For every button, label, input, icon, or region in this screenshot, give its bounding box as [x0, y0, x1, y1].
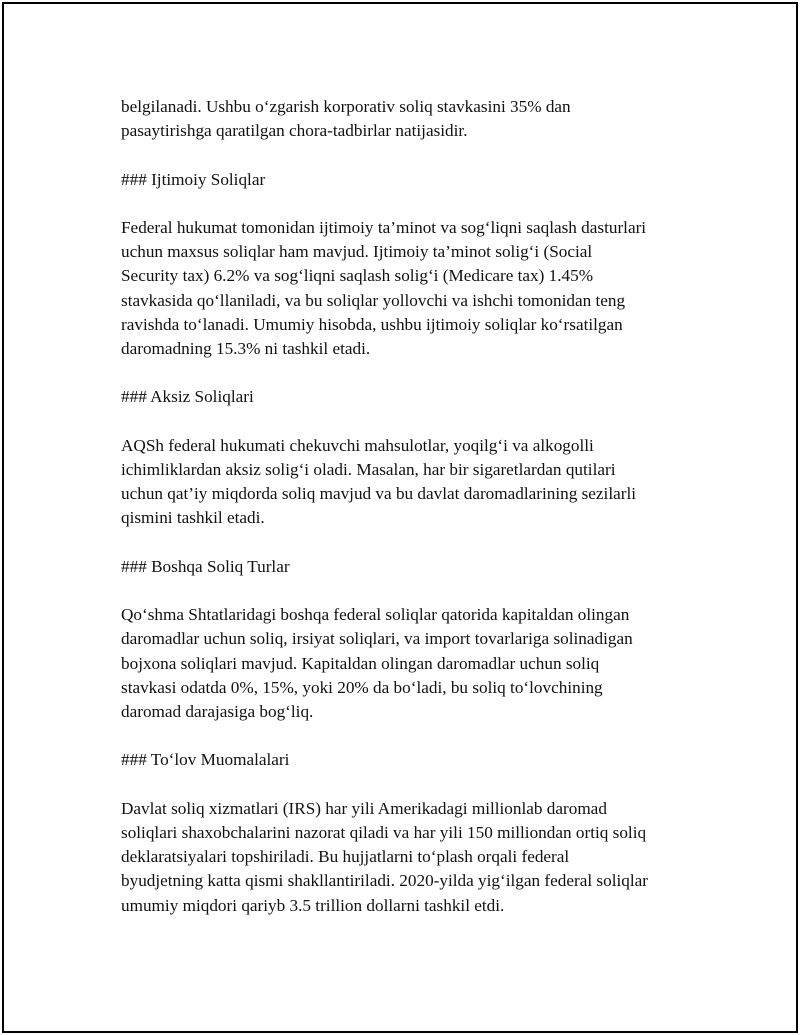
- text-line: AQSh federal hukumati chekuvchi mahsulotlar, yoqilg‘i va alkogolli: [121, 435, 594, 455]
- text-line: daromadning 15.3% ni tashkil etadi.: [121, 339, 371, 358]
- text-line: pasaytirishga qaratilgan chora-tadbirlar natijasidir.: [121, 121, 468, 141]
- heading-text: ### Aksiz Soliqlari: [121, 387, 254, 407]
- text-line: stavkasi odatda 0%, 15%, yoki 20% da bo‘ladi, bu soliq to‘lovchining: [121, 677, 603, 697]
- heading-text: ### Boshqa Soliq Turlar: [121, 556, 290, 576]
- paragraph-aksiz-soliqlari: [121, 434, 701, 531]
- text-line: deklaratsiyalari topshiriladi. Bu hujjatlarni to‘plash orqali federal: [121, 847, 570, 867]
- text-line: ichimliklardan aksiz solig‘i oladi. Masalan, har bir sigaretlardan qutilari: [121, 459, 616, 479]
- paragraph-boshqa-soliq-turlar: [121, 603, 701, 724]
- heading-text: ### Ijtimoiy Soliqlar: [121, 169, 266, 189]
- document-body: [121, 95, 701, 942]
- text-line: soliqlari shaxobchalarini nazorat qiladi va har yili 150 milliondan ortiq soliq: [121, 822, 647, 842]
- text-line: qismini tashkil etadi.: [121, 508, 265, 528]
- text-line: uchun qat’iy miqdorda soliq mavjud va bu davlat daromadlarining sezilarli: [121, 484, 637, 504]
- text-line: uchun maxsus soliqlar ham mavjud. Ijtimoiy ta’minot solig‘i (Social: [121, 242, 593, 262]
- intro-paragraph: [121, 95, 701, 143]
- heading-aksiz-soliqlari: [121, 385, 701, 409]
- paragraph-ijtimoiy-soliqlar: [121, 216, 701, 361]
- text-line: umumiy miqdori qariyb 3.5 trillion dollarni tashkil etdi.: [121, 895, 505, 915]
- heading-boshqa-soliq-turlar: [121, 555, 701, 579]
- text-line: Federal hukumat tomonidan ijtimoiy ta’minot va sog‘liqni saqlash dasturlari: [121, 217, 647, 237]
- text-line: Davlat soliq xizmatlari (IRS) har yili Amerikadagi millionlab daromad: [121, 798, 607, 818]
- text-line: bojxona soliqlari mavjud. Kapitaldan olingan daromadlar uchun soliq: [121, 653, 600, 673]
- heading-text: ### To‘lov Muomalalari: [121, 750, 290, 770]
- text-line: stavkasida qo‘llaniladi, va bu soliqlar yollovchi va ishchi tomonidan teng: [121, 290, 626, 310]
- text-line: byudjetning katta qismi shakllantiriladi. 2020-yilda yig‘ilgan federal soliqlar: [121, 871, 648, 891]
- text-line: daromad darajasiga bog‘liq.: [121, 701, 314, 721]
- text-line: Qo‘shma Shtatlaridagi boshqa federal soliqlar qatorida kapitaldan olingan: [121, 605, 630, 625]
- heading-tolov-muomalalari: [121, 748, 701, 772]
- text-line: ravishda to‘lanadi. Umumiy hisobda, ushbu ijtimoiy soliqlar ko‘rsatilgan: [121, 314, 623, 334]
- text-line: daromadlar uchun soliq, irsiyat soliqlari, va import tovarlariga solinadigan: [121, 629, 633, 649]
- text-line: Security tax) 6.2% va sog‘liqni saqlash solig‘i (Medicare tax) 1.45%: [121, 266, 594, 286]
- text-line: belgilanadi. Ushbu o‘zgarish korporativ soliq stavkasini 35% dan: [121, 97, 571, 116]
- page-frame: [2, 2, 798, 1033]
- paragraph-tolov-muomalalari: [121, 797, 701, 918]
- heading-ijtimoiy-soliqlar: [121, 168, 701, 192]
